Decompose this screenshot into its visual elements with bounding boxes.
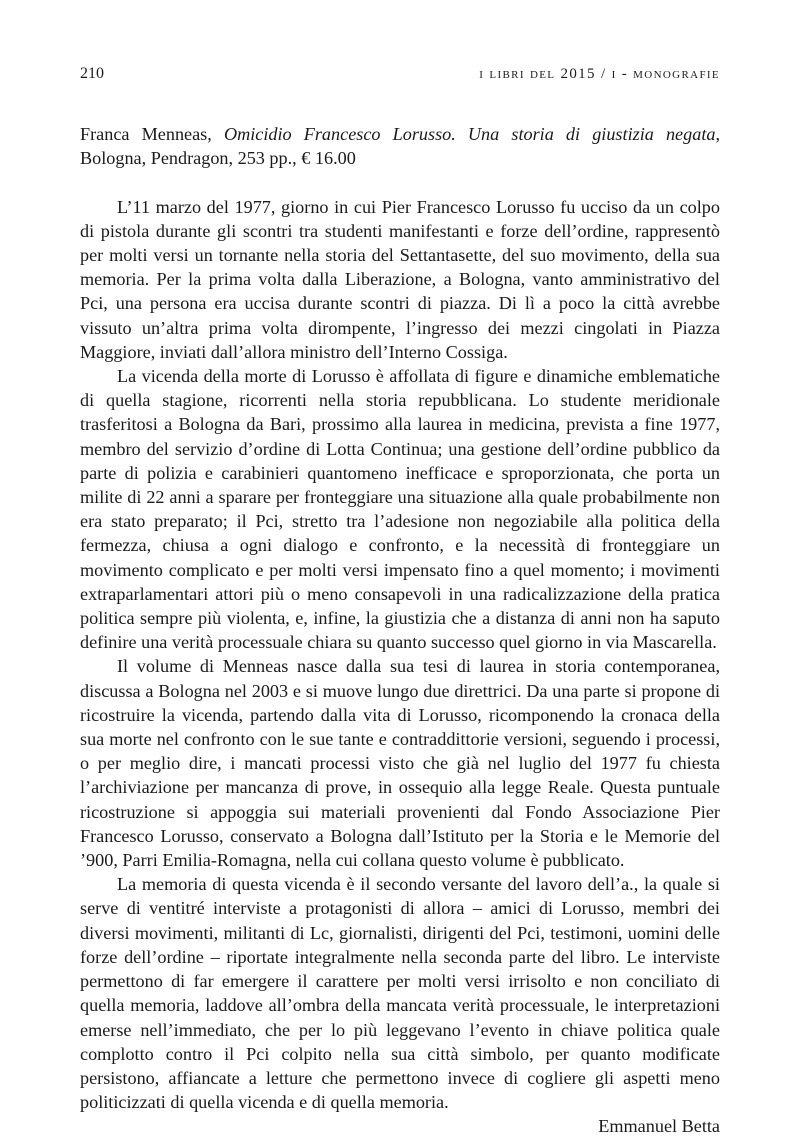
- review-entry: [80, 122, 720, 1139]
- running-title: i libri del 2015 / i - monografie: [479, 66, 720, 82]
- review-paragraph-3: Il volume di Menneas nasce dalla sua tesi di laurea in storia contemporanea, discussa a Bologna nel 2003 e si muove lungo due direttrici. Da una parte si propone di ricostruire la vicenda, partendo dalla vita di Lorusso, ricomponendo la cronaca della sua morte nel confronto con le sue tante e contraddittorie versioni, seguendo i processi, o per meglio dire, i mancati processi visto che già nel luglio del 1977 fu chiesta l’archiviazione per mancanza di prove, in ossequio alla legge Reale. Questa puntuale ricostruzione si appoggia sui materiali provenienti dal Fondo Associazione Pier Francesco Lorusso, conservato a Bologna dall’Istituto per la Storia e le Memorie del ’900, Parri Emilia-Romagna, nella cui collana questo volume è pubblicato.: [80, 656, 720, 871]
- book-page: [80, 62, 720, 1139]
- review-paragraph-4: La memoria di questa vicenda è il secondo versante del lavoro dell’a., la quale si serve di ventitré interviste a protagonisti di allora – amici di Lorusso, membri dei diversi movimenti, militanti di Lc, giornalisti, dirigenti del Pci, testimoni, uomini delle forze dell’ordine – riportate integralmente nella seconda parte del libro. Le interviste permettono di far emergere il carattere per molti versi irrisolto e non conciliato di quella memoria, laddove all’ombra della mancata verità processuale, le interpretazioni emerse nell’immediato, che per lo più leggevano l’evento in chiave politica quale complotto contro il Pci colpito nella sua città simbolo, per quanto modificate persistono, affiancate a letture che permettono invece di cogliere gli aspetti meno politicizzati di quella vicenda e di quella memoria.: [80, 874, 720, 1113]
- reviewer-signature: Emmanuel Betta: [598, 1116, 720, 1137]
- review-body: [80, 195, 720, 1115]
- review-paragraph-1: L’11 marzo del 1977, giorno in cui Pier Francesco Lorusso fu ucciso da un colpo di pistola durante gli scontri tra studenti manifestanti e forze dell’ordine, rappresentò per molti versi un tornante nella storia del Settantasette, del suo movimento, della sua memoria. Per la prima volta dalla Liberazione, a Bologna, vanto amministrativo del Pci, una persona era uccisa durante scontri di piazza. Di lì a poco la città avrebbe vissuto un’altra prima volta dirompente, l’ingresso dei mezzi cingolati in Piazza Maggiore, inviati dall’allora ministro dell’Interno Cossiga.: [80, 196, 720, 362]
- book-citation: Franca Menneas, Omicidio Francesco Lorusso. Una storia di giustizia negata, Bologna, Pendragon, 253 pp., € 16.00: [80, 124, 721, 169]
- review-paragraph-2: La vicenda della morte di Lorusso è affollata di figure e dinamiche emblematiche di quella stagione, ricorrenti nella storia repubblicana. Lo studente meridionale trasferitosi a Bologna da Bari, prossimo alla laurea in medicina, prevista a fine 1977, membro del servizio d’ordine di Lotta Continua; una gestione dell’ordine pubblico da parte di polizia e carabinieri quantomeno inefficace e sproporzionata, che porta un milite di 22 anni a sparare per fronteggiare una situazione alla quale probabilmente non era stato preparato; il Pci, stretto tra l’adesione non negoziabile alla politica della fermezza, chiusa a ogni dialogo e confronto, e la necessità di fronteggiare un movimento complicato e per molti versi impensato fino a quel momento; i movimenti extraparlamentari attori più o meno consapevoli in una radicalizzazione della pratica politica sempre più violenta, e, infine, la giustizia che a distanza di anni non ha saputo definire una verità processuale chiara su quanto successo quel giorno in via Mascarella.: [80, 366, 720, 653]
- citation-details: Bologna, Pendragon, 253 pp., € 16.00: [80, 148, 356, 169]
- running-header: [80, 62, 720, 86]
- citation-title: Omicidio Francesco Lorusso. Una storia di giustizia negata: [223, 124, 716, 144]
- citation-author: Franca Menneas: [80, 124, 208, 144]
- page-number: 210: [80, 65, 104, 82]
